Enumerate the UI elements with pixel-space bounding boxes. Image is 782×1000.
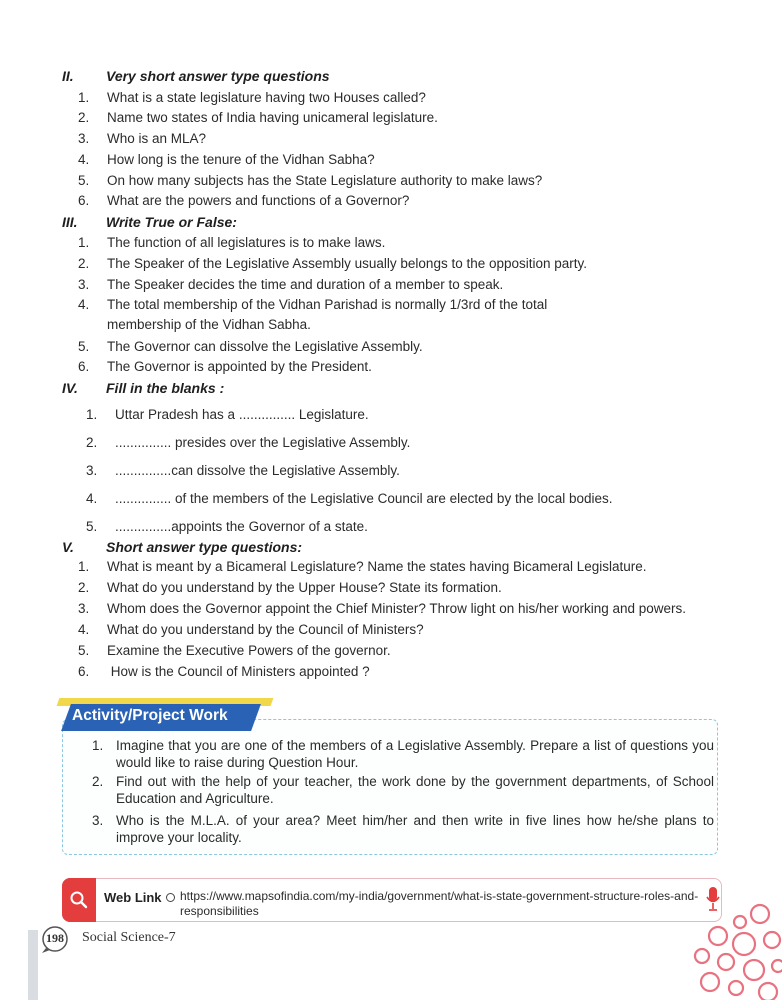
question-item: 1. What is a state legislature having two Houses called? — [78, 90, 426, 105]
question-item: 6. The Governor is appointed by the President. — [78, 359, 372, 374]
bullet-circle-icon — [166, 893, 175, 902]
activity-item: 1. Imagine that you are one of the members of a Legislative Assembly. Prepare a list of questions you would like to raise during Question Hour. — [92, 738, 714, 770]
question-item: 5. Examine the Executive Powers of the governor. — [78, 643, 391, 658]
blank-item: 1. Uttar Pradesh has a ............... Legislature. — [86, 407, 369, 422]
page-number: 198 — [46, 931, 64, 945]
question-item: 5. On how many subjects has the State Legislature authority to make laws? — [78, 173, 543, 188]
question-item: 4. The total membership of the Vidhan Parishad is normally 1/3rd of the total membership of the Vidhan Sabha. — [78, 297, 548, 332]
question-item: 1. The function of all legislatures is to make laws. — [78, 235, 386, 250]
search-icon — [62, 878, 96, 922]
question-item: 4. What do you understand by the Council of Ministers? — [78, 622, 424, 637]
question-item: 4. How long is the tenure of the Vidhan Sabha? — [78, 152, 375, 167]
question-item: 3. Whom does the Governor appoint the Chief Minister? Throw light on his/her working and powers. — [78, 601, 687, 616]
web-link-label: Web Link — [104, 890, 162, 905]
activity-title: Activity/Project Work — [72, 707, 228, 724]
blank-item: 5. ...............appoints the Governor of a state. — [86, 519, 368, 534]
blank-item: 4. ............... of the members of the Legislative Council are elected by the local bodies. — [86, 491, 613, 506]
book-title: Social Science-7 — [82, 930, 176, 945]
question-item: 6. What are the powers and functions of a Governor? — [78, 193, 410, 208]
section-heading-v: V. Short answer type questions: — [62, 539, 303, 555]
activity-item: 2. Find out with the help of your teacher, the work done by the government departments, of School Education and Agriculture. — [92, 774, 714, 806]
question-item: 2. Name two states of India having unicameral legislature. — [78, 110, 438, 125]
decorative-rings-icon — [688, 900, 782, 1000]
blank-item: 2. ............... presides over the Legislative Assembly. — [86, 435, 411, 450]
question-item: 3. Who is an MLA? — [78, 131, 207, 146]
question-item: 5. The Governor can dissolve the Legislative Assembly. — [78, 339, 423, 354]
blank-item: 3. ...............can dissolve the Legislative Assembly. — [86, 463, 400, 478]
question-item: 6. How is the Council of Ministers appointed ? — [78, 664, 370, 679]
section-heading-iv: IV. Fill in the blanks : — [62, 380, 225, 396]
question-item: 1. What is meant by a Bicameral Legislature? Name the states having Bicameral Legislature. — [78, 559, 647, 574]
section-heading-iii: III. Write True or False: — [62, 214, 237, 230]
web-link-url[interactable]: https://www.mapsofindia.com/my-india/government/what-is-state-government-structure-roles-and-responsibilities — [180, 889, 699, 918]
question-item: 2. The Speaker of the Legislative Assembly usually belongs to the opposition party. — [78, 256, 588, 271]
activity-item: 3. Who is the M.L.A. of your area? Meet him/her and then write in five lines how he/she plans to improve your locality. — [92, 813, 714, 845]
section-heading-ii: II. Very short answer type questions — [62, 68, 330, 84]
question-item: 3. The Speaker decides the time and duration of a member to speak. — [78, 277, 504, 292]
question-item: 2. What do you understand by the Upper House? State its formation. — [78, 580, 502, 595]
margin-strip — [28, 930, 38, 1000]
